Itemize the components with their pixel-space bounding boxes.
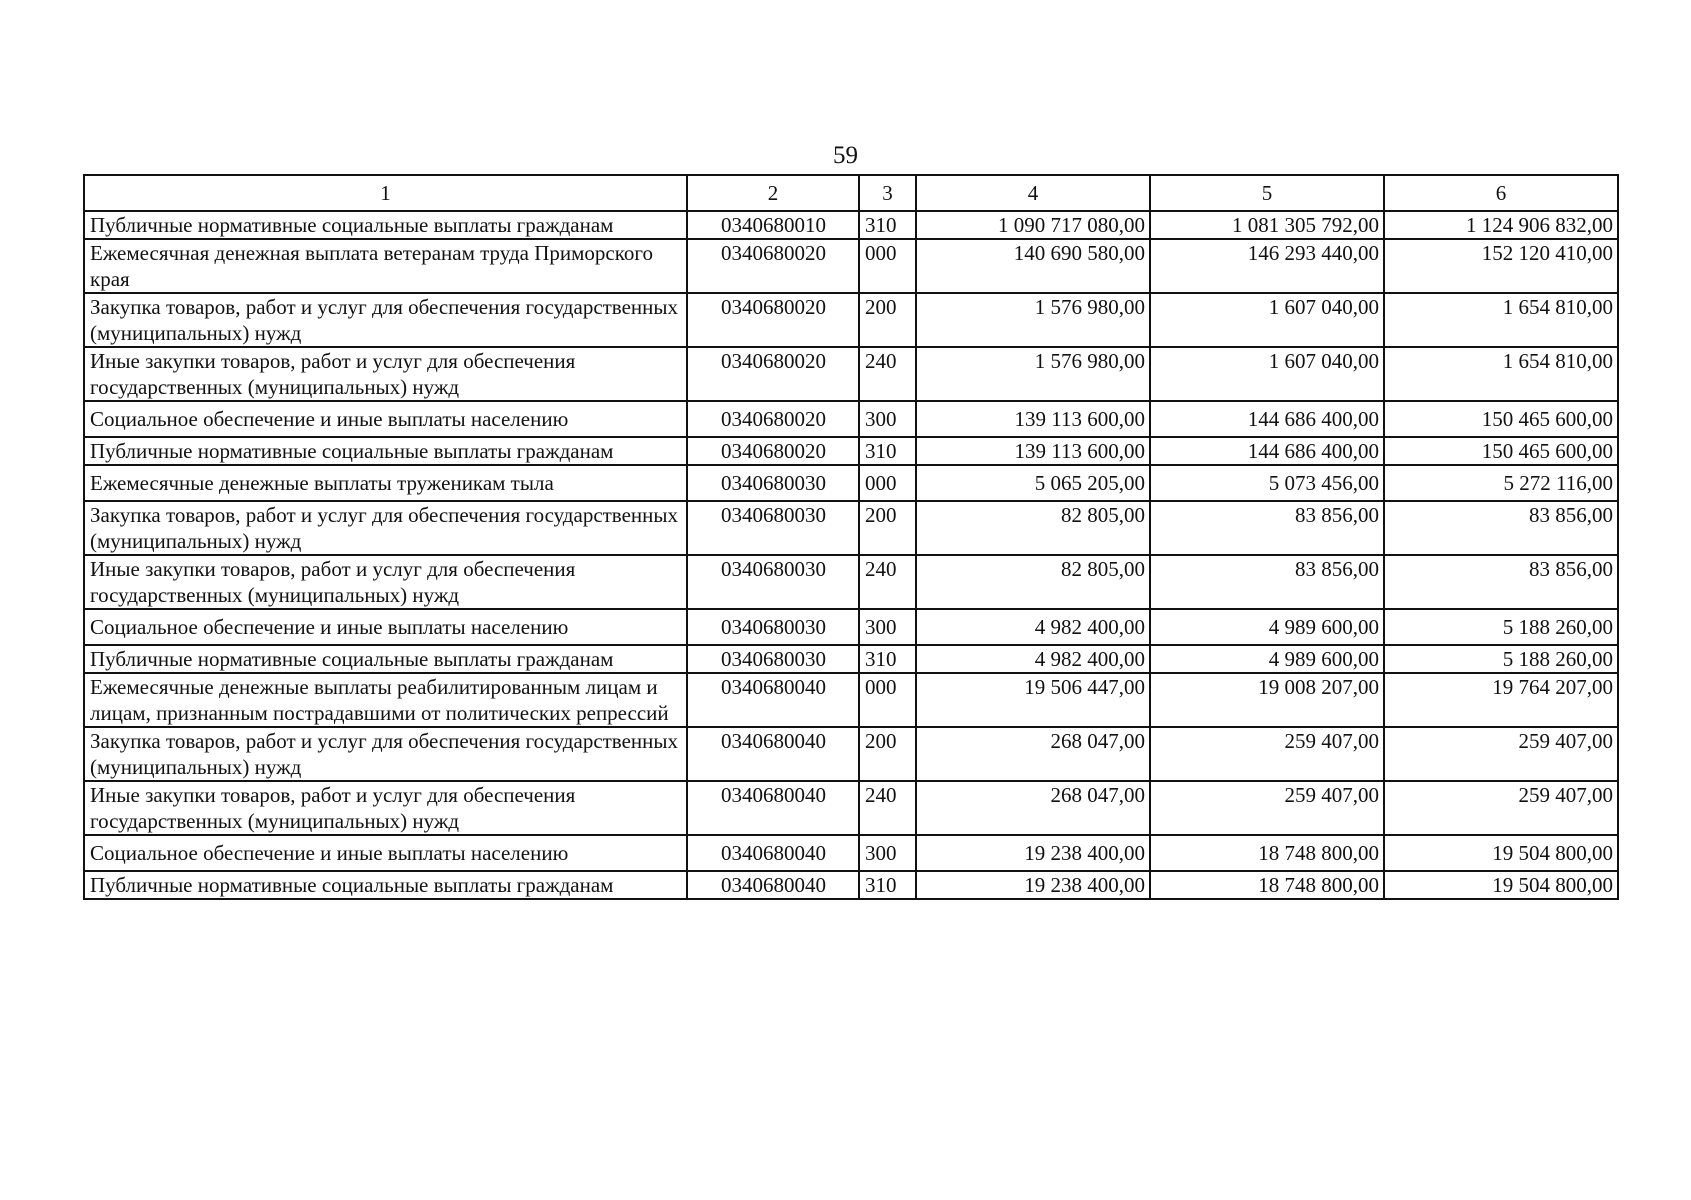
column-header-1: 1 [84, 175, 687, 211]
row-amount-col5: 18 748 800,00 [1150, 835, 1384, 871]
row-code: 0340680030 [687, 465, 859, 501]
row-code: 0340680030 [687, 501, 859, 555]
row-amount-col6: 150 465 600,00 [1384, 437, 1618, 465]
row-amount-col6: 1 124 906 832,00 [1384, 211, 1618, 239]
row-amount-col4: 1 576 980,00 [916, 293, 1150, 347]
row-code: 0340680020 [687, 437, 859, 465]
row-code: 0340680020 [687, 347, 859, 401]
row-name: Публичные нормативные социальные выплаты гражданам [84, 211, 687, 239]
row-expense-type: 240 [859, 781, 916, 835]
row-amount-col4: 139 113 600,00 [916, 437, 1150, 465]
table-row [84, 239, 1618, 293]
row-amount-col4: 139 113 600,00 [916, 401, 1150, 437]
row-amount-col4: 140 690 580,00 [916, 239, 1150, 293]
row-expense-type: 000 [859, 239, 916, 293]
row-amount-col6: 19 504 800,00 [1384, 871, 1618, 899]
column-header-2: 2 [687, 175, 859, 211]
row-amount-col5: 259 407,00 [1150, 727, 1384, 781]
table-row [84, 401, 1618, 437]
row-amount-col5: 19 008 207,00 [1150, 673, 1384, 727]
row-code: 0340680020 [687, 401, 859, 437]
row-amount-col5: 1 607 040,00 [1150, 293, 1384, 347]
row-amount-col5: 1 607 040,00 [1150, 347, 1384, 401]
row-code: 0340680040 [687, 781, 859, 835]
row-amount-col5: 4 989 600,00 [1150, 609, 1384, 645]
table-row [84, 673, 1618, 727]
row-amount-col4: 1 090 717 080,00 [916, 211, 1150, 239]
column-header-3: 3 [859, 175, 916, 211]
row-name: Публичные нормативные социальные выплаты гражданам [84, 437, 687, 465]
row-expense-type: 240 [859, 347, 916, 401]
row-name: Иные закупки товаров, работ и услуг для обеспечения государственных (муниципальных) нужд [84, 347, 687, 401]
table-row [84, 609, 1618, 645]
column-header-4: 4 [916, 175, 1150, 211]
table-row [84, 555, 1618, 609]
row-name: Социальное обеспечение и иные выплаты населению [84, 609, 687, 645]
row-code: 0340680030 [687, 645, 859, 673]
row-expense-type: 310 [859, 871, 916, 899]
row-code: 0340680020 [687, 293, 859, 347]
table-row [84, 293, 1618, 347]
row-amount-col5: 83 856,00 [1150, 501, 1384, 555]
row-amount-col5: 1 081 305 792,00 [1150, 211, 1384, 239]
row-expense-type: 240 [859, 555, 916, 609]
column-header-6: 6 [1384, 175, 1618, 211]
row-name: Закупка товаров, работ и услуг для обеспечения государственных (муниципальных) нужд [84, 727, 687, 781]
row-name: Ежемесячные денежные выплаты реабилитированным лицам и лицам, признанным пострадавшими от политических репрессий [84, 673, 687, 727]
row-name: Социальное обеспечение и иные выплаты населению [84, 835, 687, 871]
row-expense-type: 000 [859, 465, 916, 501]
row-expense-type: 000 [859, 673, 916, 727]
row-amount-col4: 82 805,00 [916, 555, 1150, 609]
table-row [84, 727, 1618, 781]
row-amount-col4: 19 238 400,00 [916, 871, 1150, 899]
row-code: 0340680010 [687, 211, 859, 239]
row-amount-col5: 4 989 600,00 [1150, 645, 1384, 673]
row-amount-col6: 83 856,00 [1384, 555, 1618, 609]
table-row [84, 211, 1618, 239]
row-amount-col5: 259 407,00 [1150, 781, 1384, 835]
row-name: Иные закупки товаров, работ и услуг для обеспечения государственных (муниципальных) нужд [84, 555, 687, 609]
row-name: Закупка товаров, работ и услуг для обеспечения государственных (муниципальных) нужд [84, 293, 687, 347]
row-amount-col6: 5 272 116,00 [1384, 465, 1618, 501]
row-name: Ежемесячные денежные выплаты труженикам тыла [84, 465, 687, 501]
row-amount-col6: 19 504 800,00 [1384, 835, 1618, 871]
row-amount-col6: 259 407,00 [1384, 781, 1618, 835]
row-amount-col5: 83 856,00 [1150, 555, 1384, 609]
table-row [84, 347, 1618, 401]
row-amount-col4: 4 982 400,00 [916, 645, 1150, 673]
row-amount-col4: 268 047,00 [916, 727, 1150, 781]
row-expense-type: 310 [859, 211, 916, 239]
row-code: 0340680030 [687, 609, 859, 645]
row-amount-col4: 4 982 400,00 [916, 609, 1150, 645]
row-code: 0340680040 [687, 871, 859, 899]
row-amount-col6: 1 654 810,00 [1384, 293, 1618, 347]
row-amount-col4: 82 805,00 [916, 501, 1150, 555]
row-amount-col5: 18 748 800,00 [1150, 871, 1384, 899]
row-name: Ежемесячная денежная выплата ветеранам труда Приморского края [84, 239, 687, 293]
row-code: 0340680040 [687, 727, 859, 781]
page-number: 59 [833, 142, 858, 169]
row-amount-col4: 268 047,00 [916, 781, 1150, 835]
row-amount-col5: 5 073 456,00 [1150, 465, 1384, 501]
row-amount-col6: 259 407,00 [1384, 727, 1618, 781]
row-expense-type: 300 [859, 401, 916, 437]
table-row [84, 871, 1618, 899]
row-name: Закупка товаров, работ и услуг для обеспечения государственных (муниципальных) нужд [84, 501, 687, 555]
row-amount-col6: 5 188 260,00 [1384, 609, 1618, 645]
row-amount-col4: 1 576 980,00 [916, 347, 1150, 401]
row-expense-type: 200 [859, 727, 916, 781]
table-row [84, 437, 1618, 465]
row-name: Публичные нормативные социальные выплаты гражданам [84, 645, 687, 673]
row-amount-col6: 19 764 207,00 [1384, 673, 1618, 727]
row-code: 0340680040 [687, 673, 859, 727]
row-expense-type: 310 [859, 437, 916, 465]
row-amount-col5: 144 686 400,00 [1150, 401, 1384, 437]
table-row [84, 835, 1618, 871]
row-expense-type: 300 [859, 609, 916, 645]
row-amount-col4: 5 065 205,00 [916, 465, 1150, 501]
row-code: 0340680040 [687, 835, 859, 871]
row-amount-col6: 5 188 260,00 [1384, 645, 1618, 673]
row-amount-col4: 19 238 400,00 [916, 835, 1150, 871]
row-code: 0340680030 [687, 555, 859, 609]
row-amount-col6: 150 465 600,00 [1384, 401, 1618, 437]
row-expense-type: 300 [859, 835, 916, 871]
table-row [84, 781, 1618, 835]
row-code: 0340680020 [687, 239, 859, 293]
budget-table [83, 174, 1619, 900]
row-amount-col5: 146 293 440,00 [1150, 239, 1384, 293]
table-header-row [84, 175, 1618, 211]
row-amount-col6: 1 654 810,00 [1384, 347, 1618, 401]
row-amount-col6: 83 856,00 [1384, 501, 1618, 555]
row-name: Иные закупки товаров, работ и услуг для обеспечения государственных (муниципальных) нужд [84, 781, 687, 835]
row-amount-col5: 144 686 400,00 [1150, 437, 1384, 465]
row-expense-type: 200 [859, 293, 916, 347]
row-amount-col6: 152 120 410,00 [1384, 239, 1618, 293]
row-expense-type: 200 [859, 501, 916, 555]
column-header-5: 5 [1150, 175, 1384, 211]
row-amount-col4: 19 506 447,00 [916, 673, 1150, 727]
table-row [84, 465, 1618, 501]
row-name: Социальное обеспечение и иные выплаты населению [84, 401, 687, 437]
row-expense-type: 310 [859, 645, 916, 673]
table-row [84, 645, 1618, 673]
row-name: Публичные нормативные социальные выплаты гражданам [84, 871, 687, 899]
table-row [84, 501, 1618, 555]
